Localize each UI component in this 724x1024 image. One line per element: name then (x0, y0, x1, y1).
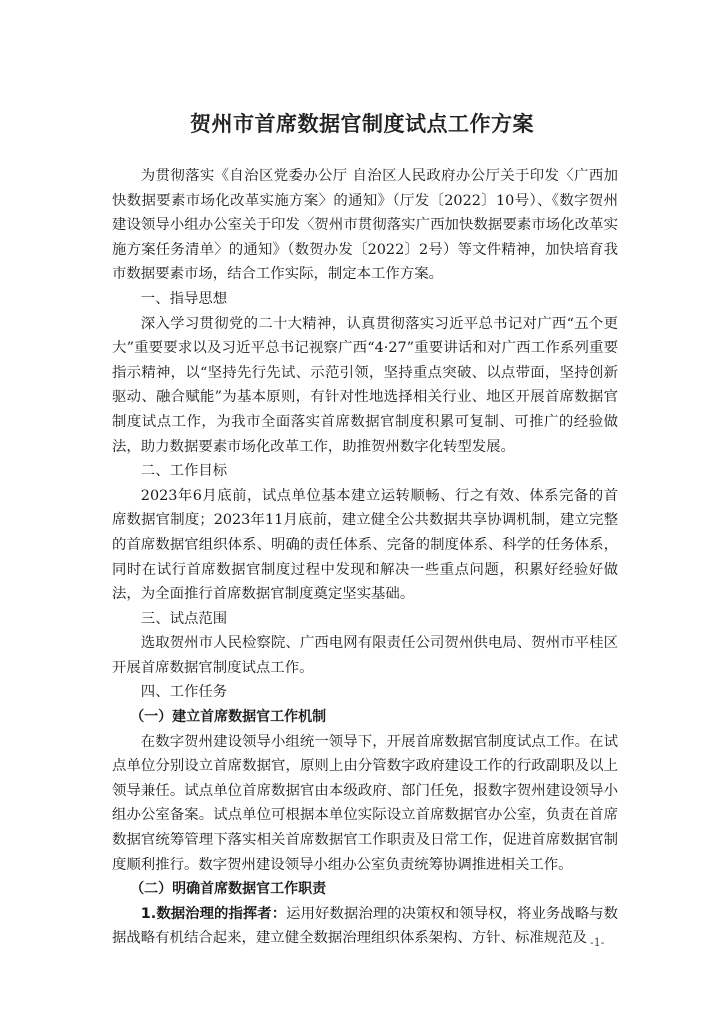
duty-item-1-label: 1.数据治理的指挥者： (140, 905, 287, 922)
mechanism-paragraph: 在数字贺州建设领导小组统一领导下，开展首席数据官制度试点工作。在试点单位分别设立首席数据官，原则上由分管数字政府建设工作的行政副职及以上领导兼任。试点单位首席数据官由本级政府、部门任免，报数字贺州建设领导小组办公室备案。试点单位可根据本单位实际设立首席数据官办公室，负责在首席数据官统筹管理下落实相关首席数据官工作职责及日常工作，促进首席数据官制度顺利推行。数字贺州建设领导小组办公室负责统筹协调推进相关工作。 (112, 733, 618, 873)
section-heading-pilot-scope: 三、试点范围 (140, 610, 228, 627)
guiding-ideology-paragraph: 深入学习贯彻党的二十大精神，认真贯彻落实习近平总书记对广西“五个更大”重要要求以及习近平总书记视察广西“4·27”重要讲话和对广西工作系列重要指示精神，以“坚持先行先试、示范引领，坚持重点突破、以点带面，坚持创新驱动、融合赋能”为基本原则，有针对性地选择相关行业、地区开展首席数据官制度试点工作，为我市全面落实首席数据官制度积累可复制、可推广的经验做法，助力数据要素市场化改革工作，助推贺州数字化转型发展。 (112, 315, 618, 455)
page-number: -1- (590, 936, 605, 949)
pilot-scope-paragraph: 选取贺州市人民检察院、广西电网有限责任公司贺州供电局、贺州市平桂区开展首席数据官制度试点工作。 (112, 635, 618, 676)
duty-item-1 (112, 902, 618, 951)
work-goals-paragraph: 2023年6月底前，试点单位基本建立运转顺畅、行之有效、体系完备的首席数据官制度；2023年11月底前，建立健全公共数据共享协调机制，建立完整的首席数据官组织体系、明确的责任体系、完备的制度体系、科学的任务体系，同时在试行首席数据官制度过程中发现和解决一些重点问题，积累好经验好做法，为全面推行首席数据官制度奠定坚实基础。 (112, 487, 618, 603)
section-heading-guiding-ideology: 一、指导思想 (140, 290, 228, 307)
duty-item-1-text: 运用好数据治理的决策权和领导权，将业务战略与数据战略有机结合起来，建立健全数据治理组织体系架构、方针、标准规范及 (112, 905, 618, 947)
subheading-establish-mechanism: （一）建立首席数据官工作机制 (130, 709, 327, 726)
section-heading-work-goals: 二、工作目标 (140, 463, 228, 480)
section-heading-work-tasks: 四、工作任务 (140, 684, 228, 701)
subheading-clarify-duties: （二）明确首席数据官工作职责 (130, 881, 327, 898)
intro-paragraph: 为贯彻落实《自治区党委办公厅 自治区人民政府办公厅关于印发〈广西加快数据要素市场化改革实施方案〉的通知》（厅发〔2022〕10号）、《数字贺州建设领导小组办公室关于印发〈贺州市贯彻落实广西加快数据要素市场化改革实施方案任务清单〉的通知》（数贺办发〔2022〕2号）等文件精神，加快培育我市数据要素市场，结合工作实际，制定本工作方案。 (112, 168, 618, 283)
document-body (112, 164, 618, 951)
document-title: 贺州市首席数据官制度试点工作方案 (190, 112, 534, 136)
